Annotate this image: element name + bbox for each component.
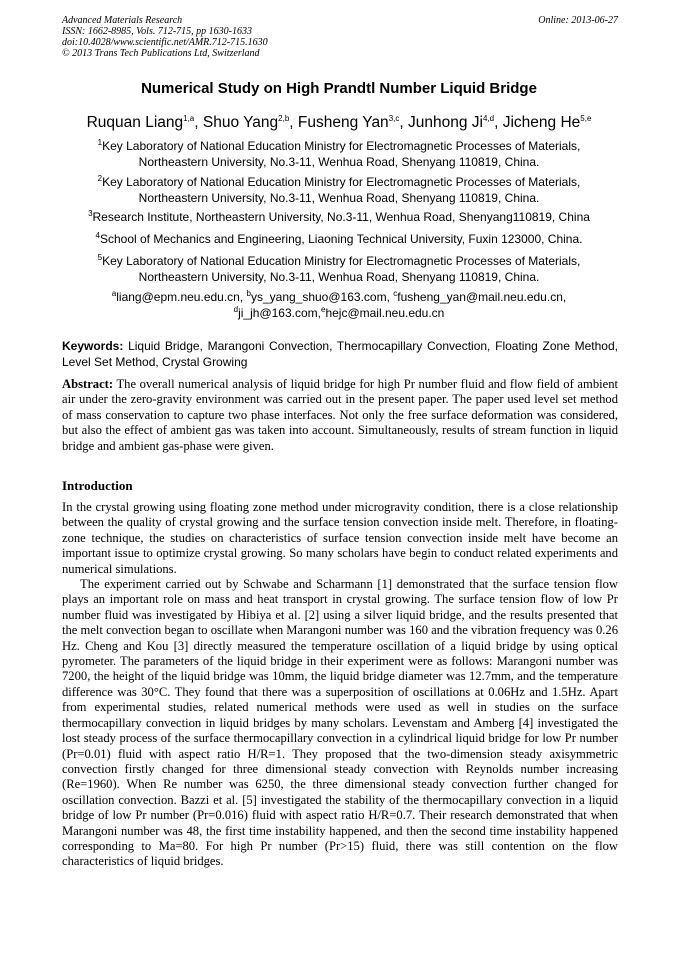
introduction-heading: Introduction <box>62 478 133 493</box>
affiliation-line: Key Laboratory of National Education Ministry for Electromagnetic Processes of Materials, <box>102 254 581 268</box>
author-name: Fusheng Yan <box>297 114 389 131</box>
paper-title: Numerical Study on High Prandtl Number Liquid Bridge <box>141 80 537 97</box>
affiliation-line: Northeastern University, No.3-11, Wenhua Road, Shenyang 110819, China. <box>138 270 540 284</box>
author-sup: 1,a <box>183 113 195 123</box>
copyright-line: © 2013 Trans Tech Publications Ltd, Switzerland <box>62 48 260 59</box>
author-sup: 3,c <box>388 113 400 123</box>
affiliation-2 <box>70 174 608 206</box>
affiliation-line: Northeastern University, No.3-11, Wenhua Road, Shenyang 110819, China. <box>138 155 540 169</box>
author-name: Ruquan Liang <box>86 114 184 131</box>
affiliation-line: Research Institute, Northeastern University, No.3-11, Wenhua Road, Shenyang110819, China <box>92 210 590 224</box>
email-a[interactable]: liang@epm.neu.edu.cn, <box>116 290 247 304</box>
author-list: Ruquan Liang$^{1,a}$, Shuo Yang$^{2,b}$, Fusheng Yan$^{3,c}$, Junhong Ji$^{4,d}$, Jicheng He$^{5,e}$ <box>86 113 592 131</box>
affiliation-line: School of Mechanics and Engineering, Liaoning Technical University, Fuxin 123000, China. <box>99 232 583 246</box>
journal-name: Advanced Materials Research <box>62 15 183 26</box>
affiliation-5 <box>70 253 608 285</box>
author-sup: 2,b <box>278 113 290 123</box>
affiliation-1 <box>70 138 608 170</box>
issn-line: ISSN: 1662-8985, Vols. 712-715, pp 1630-1633 <box>62 26 252 37</box>
introduction-body <box>62 500 618 870</box>
email-b[interactable]: ys_yang_shuo@163.com, <box>250 290 394 304</box>
journal-header <box>62 15 618 59</box>
keywords-section <box>62 338 618 370</box>
author-name: Junhong Ji <box>407 114 483 131</box>
doi-line: doi:10.4028/www.scientific.net/AMR.712-715.1630 <box>62 37 268 48</box>
author-name: Jicheng He <box>502 114 581 131</box>
email-c[interactable]: fusheng_yan@mail.neu.edu.cn, <box>397 290 567 304</box>
email-e[interactable]: hejc@mail.neu.edu.cn <box>325 306 445 320</box>
author-name: Shuo Yang <box>202 114 279 131</box>
affiliation-num: 4 <box>95 231 100 240</box>
affiliation-3 <box>60 209 618 225</box>
affiliation-line: Northeastern University, No.3-11, Wenhua Road, Shenyang 110819, China. <box>138 191 540 205</box>
affiliation-num: 1 <box>97 138 103 147</box>
keywords-text: Liquid Bridge, Marangoni Convection, Thermocapillary Convection, Floating Zone Method, Level Set Method, Crystal Growing <box>62 339 618 369</box>
author-sup: 5,e <box>580 113 592 123</box>
affiliation-line: Key Laboratory of National Education Ministry for Electromagnetic Processes of Materials, <box>102 139 581 153</box>
author-sup: 4,d <box>482 113 495 123</box>
affiliation-num: 2 <box>97 174 103 183</box>
affiliation-line: Key Laboratory of National Education Ministry for Electromagnetic Processes of Materials, <box>102 175 581 189</box>
affiliation-num: 3 <box>88 209 93 218</box>
paragraph: In the crystal growing using floating zone method under microgravity condition, there is a close relationship between the quality of crystal growing and the surface tension convection inside melt. Therefore, in floating-zone technique, the studies on characteristics of surface tension convection inside melt have become an important issue to optimize crystal growing. So many scholars have begin to conduct related experiments and numerical simulations. <box>62 500 618 576</box>
abstract-section <box>62 377 618 454</box>
email-list: $^a$liang@epm.neu.edu.cn, $^b$ys_yang_shuo@163.com, $^c$fusheng_yan@mail.neu.edu.cn, $^d$ji_jh@163.com,$^e$hejc@mail.neu.edu.cn <box>111 289 567 320</box>
keywords-label: Keywords: <box>62 339 124 353</box>
abstract-text: The overall numerical analysis of liquid bridge for high Pr number fluid and flow field of ambient air under the zero-gravity environment was carried out in the present paper. The paper used level set method of mass conservation to capture two phase interfaces. Not only the free surface deformation was considered, but also the effect of ambient gas was taken into account. Simultaneously, results of stream function in liquid bridge and ambient gas-phase were given. <box>62 377 618 453</box>
paragraph: The experiment carried out by Schwabe and Scharmann [1] demonstrated that the surface tension flow plays an important role on mass and heat transport in crystal growing. The surface tension flow of low Pr number fluid was investigated by Hibiya et al. [2] using a silver liquid bridge, and the results presented that the melt convection began to oscillate when Marangoni number was 160 and the vibration frequency was 0.26 Hz. Cheng and Kou [3] directly measured the temperature oscillation of a liquid bridge by using optical pyrometer. The parameters of the liquid bridge in their experiment were as follows: Marangoni number was 7200, the height of the liquid bridge was 10mm, the liquid bridge diameter was 12.7mm, and the temperature difference was 30°C. They found that there was a superposition of oscillations at 0.06Hz and 1.5Hz. Apart from experimental studies, related numerical methods were used as well in studies on the surface thermocapillary convection in liquid bridges by many scholars. Levenstam and Amberg [4] investigated the lost steady process of the surface thermocapillary convection in a cylindrical liquid bridge for low Pr number (Pr=0.01) fluid with aspect ratio H/R=1. They proposed that the two-dimension steady axisymmetric convection firstly changed for three dimensional steady convection with Reynolds number increasing (Re=1960). When Re number was 6250, the three dimensional steady convection further changed for oscillation convection. Bazzi et al. [5] investigated the stability of the thermocapillary convection in a liquid bridge of low Pr number (Pr=0.016) fluid with aspect ratio H/R=0.7. Their research demonstrated that when Marangoni number was 48, the first time instability happened, and then the second time instability happened corresponding to Ma=80. For high Pr number (Pr>15) fluid, there was still contention on the flow characteristics of liquid bridges. <box>62 577 618 869</box>
affiliation-num: 5 <box>97 253 103 262</box>
affiliation-4 <box>70 231 608 247</box>
abstract-label: Abstract: <box>62 377 114 391</box>
email-d[interactable]: ji_jh@163.com, <box>238 306 321 320</box>
online-date: Online: 2013-06-27 <box>538 15 618 26</box>
